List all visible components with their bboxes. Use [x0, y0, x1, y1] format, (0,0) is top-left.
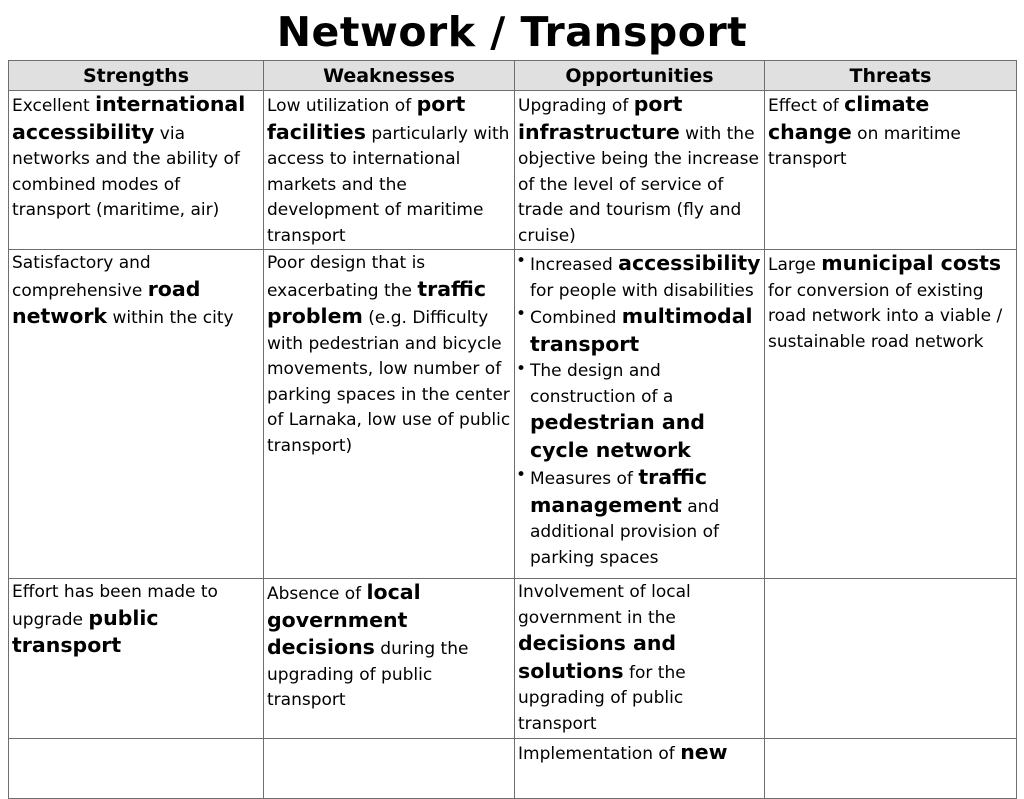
- cell-keyword: municipal costs: [821, 251, 1002, 275]
- cell-threats: [765, 579, 1017, 739]
- cell-weaknesses: [264, 250, 515, 579]
- cell-text: Implementation of: [518, 744, 681, 764]
- cell-keyword: traffic problem: [267, 276, 487, 328]
- cell-text: Satisfactory and comprehensive: [12, 253, 151, 301]
- cell-strengths: [9, 250, 264, 579]
- cell-text: Large: [768, 255, 822, 275]
- page-title: Network / Transport: [276, 8, 748, 56]
- list-item: [530, 304, 761, 359]
- list-item: [530, 359, 761, 465]
- cell-text: Poor design that is exacerbating the: [267, 253, 426, 301]
- cell-keyword: accessibility: [618, 251, 761, 275]
- cell-weaknesses: [264, 579, 515, 739]
- cell-text: Increased: [530, 255, 619, 275]
- bullet-list: [518, 251, 761, 571]
- cell-threats: [765, 91, 1017, 250]
- cell-keyword: local government decisions: [267, 580, 421, 659]
- cell-keyword: multimodal transport: [530, 304, 753, 356]
- header-weaknesses: Weaknesses: [264, 61, 515, 91]
- cell-text: with the objective being the increase of the level of service of trade and tourism (fly and cruise): [518, 123, 759, 246]
- cell-text: Measures of: [530, 469, 639, 489]
- cell-text: Excellent: [12, 96, 96, 116]
- cell-text: for conversion of existing road network into a viable / sustainable road network: [768, 280, 1003, 352]
- cell-text: on maritime transport: [768, 123, 961, 169]
- cell-text: Absence of: [267, 584, 367, 604]
- cell-strengths: [9, 739, 264, 799]
- cell-weaknesses: [264, 91, 515, 250]
- cell-text: Involvement of local government in the: [518, 582, 691, 628]
- cell-text: The design and construction of a: [530, 361, 674, 407]
- cell-text: Combined: [530, 308, 622, 328]
- cell-text: for people with disabilities: [530, 280, 754, 301]
- cell-keyword: decisions and solutions: [518, 631, 677, 683]
- cell-text: and additional provision of parking spaces: [530, 496, 720, 568]
- cell-opportunities: [515, 579, 765, 739]
- table-row: [9, 250, 1017, 579]
- cell-opportunities: [515, 91, 765, 250]
- table-row: [9, 91, 1017, 250]
- table-row: [9, 739, 1017, 799]
- cell-text: particularly with access to international markets and the development of maritime transport: [267, 123, 510, 246]
- cell-opportunities: [515, 250, 765, 579]
- cell-keyword: new: [680, 740, 728, 764]
- cell-keyword: port infrastructure: [518, 92, 683, 144]
- cell-strengths: [9, 91, 264, 250]
- header-threats: Threats: [765, 61, 1017, 91]
- cell-keyword: public transport: [12, 605, 159, 657]
- cell-text: via networks and the ability of combined modes of transport (maritime, air): [12, 123, 240, 220]
- cell-keyword: climate change: [768, 92, 930, 144]
- header-opportunities: Opportunities: [515, 61, 765, 91]
- cell-opportunities: [515, 739, 765, 799]
- cell-text: during the upgrading of public transport: [267, 639, 469, 710]
- cell-keyword: road network: [12, 276, 201, 328]
- cell-weaknesses: [264, 739, 515, 799]
- list-item: [530, 465, 761, 571]
- header-strengths: Strengths: [9, 61, 264, 91]
- cell-keyword: traffic management: [530, 465, 708, 517]
- swot-table: [8, 60, 1017, 799]
- table-row: [9, 579, 1017, 739]
- cell-threats: [765, 250, 1017, 579]
- header-row: [9, 61, 1017, 91]
- cell-text: (e.g. Difficulty with pedestrian and bicycle movements, low number of parking spaces in the center of Larnaka, low use of public transport): [267, 308, 511, 456]
- cell-keyword: pedestrian and cycle network: [530, 410, 705, 462]
- cell-text: Effect of: [768, 96, 845, 116]
- cell-keyword: international accessibility: [12, 92, 246, 144]
- cell-keyword: port facilities: [267, 92, 466, 144]
- cell-threats: [765, 739, 1017, 799]
- cell-text: Upgrading of: [518, 96, 634, 116]
- list-item: [530, 251, 761, 304]
- cell-text: for the upgrading of public transport: [518, 662, 686, 734]
- cell-text: within the city: [107, 308, 234, 328]
- cell-text: Low utilization of: [267, 96, 417, 116]
- cell-strengths: [9, 579, 264, 739]
- cell-text: Effort has been made to upgrade: [12, 582, 218, 630]
